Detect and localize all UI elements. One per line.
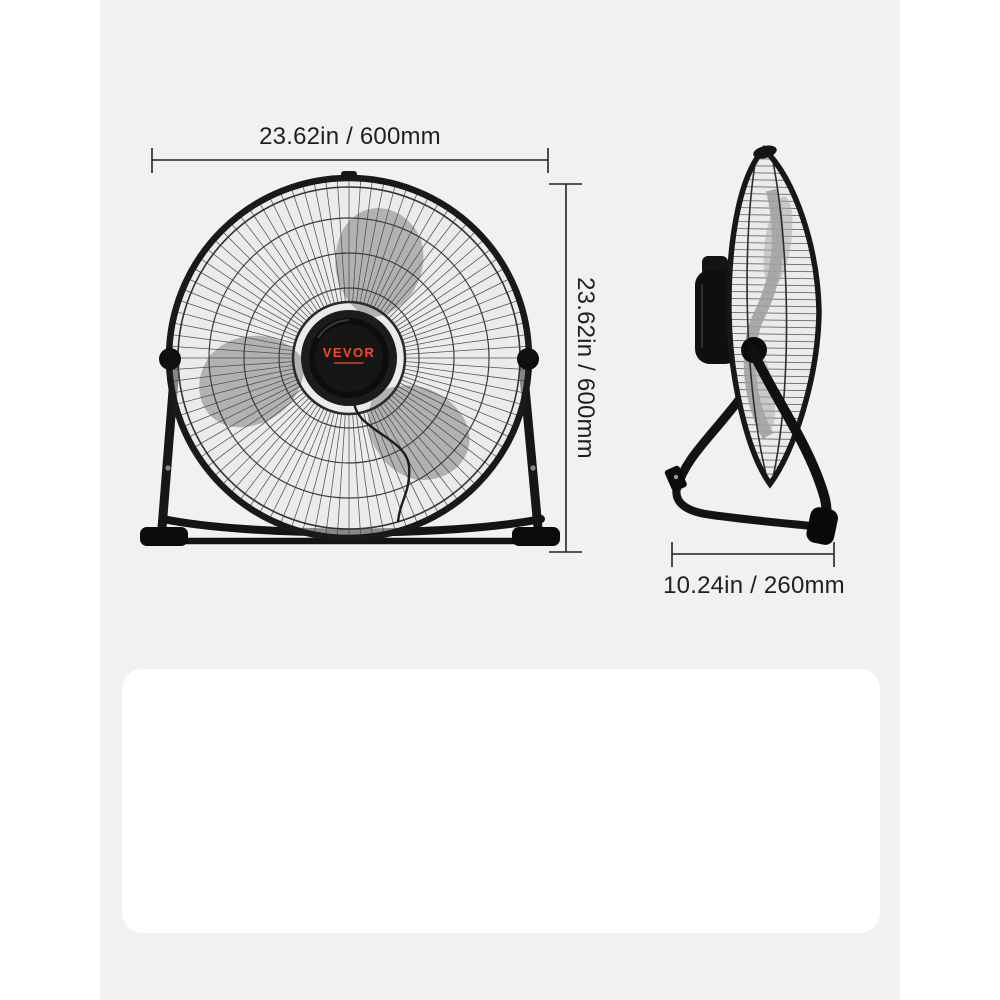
hub-tagline-bar [334,362,364,364]
hub-brand-logo [323,346,376,364]
side-fan-illustration [664,143,840,546]
base-depth-dimension-label: 10.24in / 260mm [663,572,845,599]
vevor-wordmark: VEVOR [322,345,376,360]
front-width-dimension-label: 23.62in / 600mm [259,123,441,150]
front-height-dimension-label: 23.62in / 600mm [572,277,599,459]
spec-panel [122,669,880,933]
